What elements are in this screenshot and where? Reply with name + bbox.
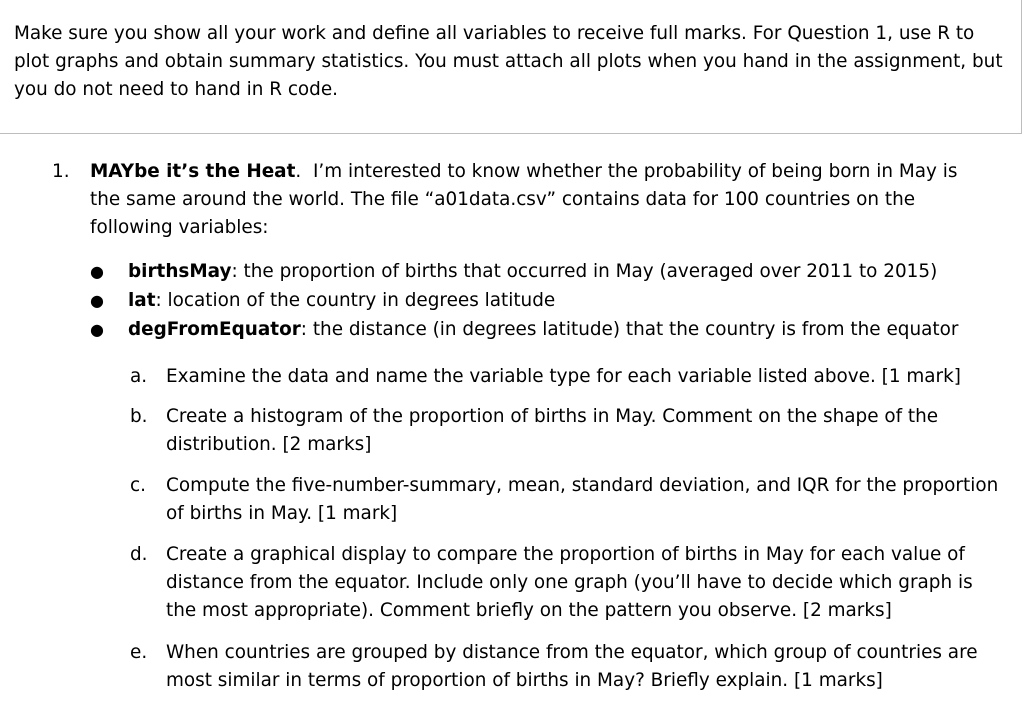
part-letter: a.	[130, 366, 148, 387]
question-body	[90, 158, 990, 242]
variable-description: : the distance (in degrees latitude) that the country is from the equator	[300, 319, 959, 340]
variable-name: lat	[128, 290, 156, 311]
part-text: Examine the data and name the variable type for each variable listed above. [1 mark]	[166, 366, 961, 387]
part-letter: d.	[130, 544, 148, 565]
variable-description: : location of the country in degrees latitude	[155, 290, 556, 311]
part-text: Create a graphical display to compare the proportion of births in May for each value of distance from the equator. Include only one graph (you’ll have to decide which graph is the most appropriate). Comment briefly on the pattern you observe. [2 marks]	[166, 544, 973, 621]
variable-name: birthsMay	[128, 261, 232, 282]
instructions-text: Make sure you show all your work and define all variables to receive full marks. For Question 1, use R to plot graphs and obtain summary statistics. You must attach all plots when you hand in the assignment, but you do not need to hand in R code.	[14, 23, 1003, 100]
variable-name: degFromEquator	[128, 319, 301, 340]
bullet-icon: ●	[90, 320, 104, 339]
list-item	[0, 316, 1024, 344]
part-letter: e.	[130, 642, 148, 663]
question-title-suffix: .	[295, 161, 302, 182]
list-item	[0, 287, 1024, 315]
question-text: I’m interested to know whether the probability of being born in May is the same around the world. The file “a01data.csv” contains data for 100 countries on the following variables:	[90, 161, 958, 238]
bullet-icon: ●	[90, 291, 104, 310]
bullet-icon: ●	[90, 262, 104, 281]
variable-entry	[128, 287, 1008, 315]
variable-description: : the proportion of births that occurred in May (averaged over 2011 to 2015)	[231, 261, 938, 282]
part-text: Compute the five-number-summary, mean, standard deviation, and IQR for the proportion of births in May. [1 mark]	[166, 475, 999, 524]
part-letter: c.	[130, 475, 146, 496]
part-letter: b.	[130, 406, 148, 427]
variable-entry	[128, 316, 1008, 344]
part-text: When countries are grouped by distance from the equator, which group of countries are most similar in terms of proportion of births in May? Briefly explain. [1 marks]	[166, 642, 978, 691]
instructions-box	[0, 0, 1022, 134]
part-text: Create a histogram of the proportion of births in May. Comment on the shape of the distribution. [2 marks]	[166, 406, 939, 455]
question-number: 1.	[52, 161, 70, 182]
variable-entry	[128, 258, 1008, 286]
question-title: MAYbe it’s the Heat	[90, 161, 296, 182]
list-item	[0, 258, 1024, 286]
